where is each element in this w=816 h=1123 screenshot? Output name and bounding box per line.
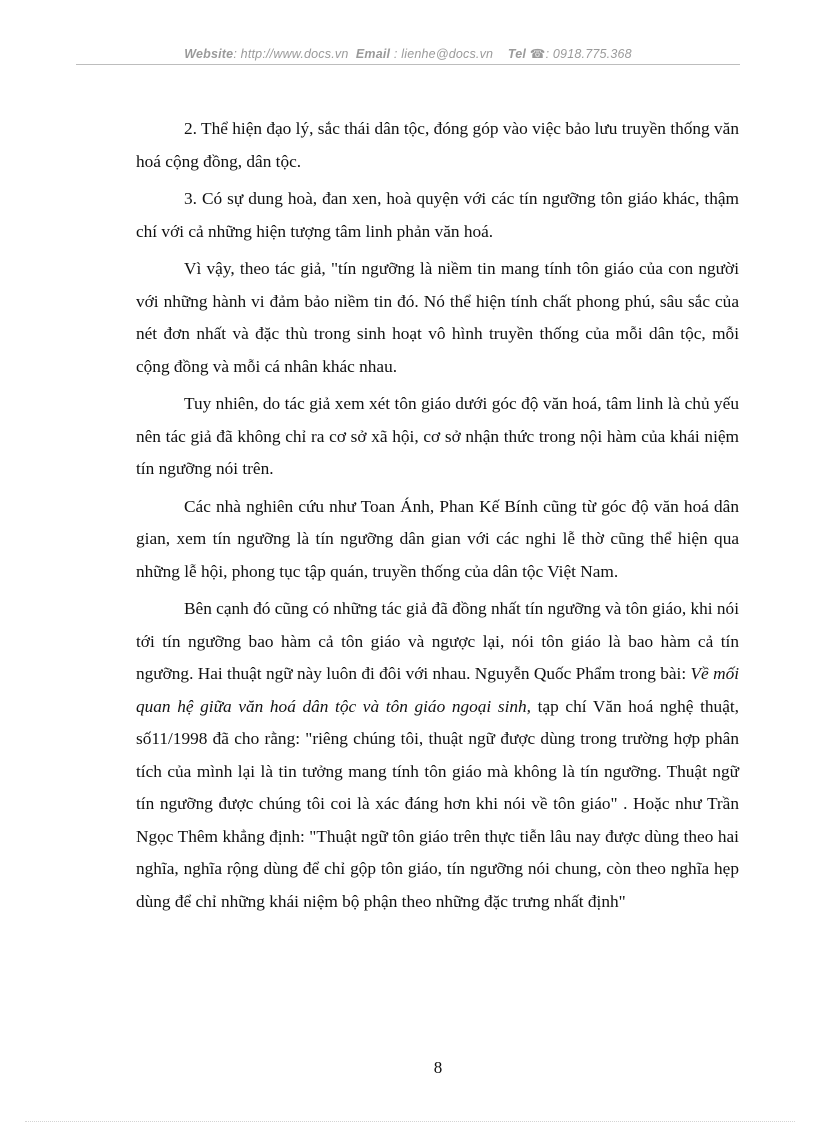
paragraph: Vì vậy, theo tác giả, "tín ngưỡng là niềm tin mang tính tôn giáo của con người với những hành vi đảm bảo niềm tin đó. Nó thể hiện tính chất phong phú, sâu sắc của nét đơn nhất và đặc thù trong sinh hoạt vô hình truyền thống của mỗi dân tộc, mỗi cộng đồng và mỗi cá nhân khác nhau. — [136, 259, 739, 376]
email-value: : lienhe@docs.vn — [393, 47, 494, 61]
website-label: Website — [184, 47, 234, 61]
website-value: : http://www.docs.vn — [233, 47, 349, 61]
paragraph-text: tạp chí Văn hoá nghệ thuật, số11/1998 đã cho rằng: "riêng chúng tôi, thuật ngữ được dùng trong trường hợp phân tích của mình lại là tin tưởng mang tính tôn giáo mà không là tín ngưỡng. Thuật ngữ tín ngưỡng được chúng tôi coi là xác đáng hơn khi nói về tôn giáo" . Hoặc như Trần Ngọc Thêm khẳng định: "Thuật ngữ tôn giáo trên thực tiễn lâu nay được dùng theo hai nghĩa, nghĩa rộng dùng để chỉ gộp tôn giáo, tín ngưỡng nói chung, còn theo nghĩa hẹp dùng để chỉ những khái niệm bộ phận theo những đặc trưng nhất định" — [136, 696, 739, 911]
email-label: Email — [355, 47, 391, 61]
paragraph: Các nhà nghiên cứu như Toan Ánh, Phan Kế Bính cũng từ góc độ văn hoá dân gian, xem tín ngưỡng là tín ngưỡng dân gian với các nghi lễ thờ cũng thể hiện qua những lễ hội, phong tục tập quán, truyền thống của dân tộc Việt Nam. — [136, 496, 739, 581]
page-header — [76, 46, 740, 61]
paragraph: 2. Thể hiện đạo lý, sắc thái dân tộc, đóng góp vào việc bảo lưu truyền thống văn hoá cộng đồng, dân tộc. — [136, 119, 739, 171]
document-body — [136, 113, 739, 923]
cited-article-title: Về mối quan hệ giữa văn hoá dân tộc và tôn giáo ngoại sinh, — [136, 664, 740, 716]
page-number: 8 — [433, 1058, 443, 1077]
paragraph-text: Bên cạnh đó cũng có những tác giả đã đồng nhất tín ngưỡng và tôn giáo, khi nói tới tín ngưỡng bao hàm cả tôn giáo và ngược lại, nói tôn giáo là bao hàm cả tín ngưỡng. Hai thuật ngữ này luôn đi đôi với nhau. Nguyễn Quốc Phẩm trong bài: — [136, 599, 739, 683]
phone-icon: ☎ — [529, 47, 546, 61]
tel-value: : 0918.775.368 — [545, 47, 632, 61]
tel-label: Tel — [507, 47, 527, 61]
header-divider — [76, 64, 740, 65]
paragraph-with-citation — [136, 593, 739, 918]
paragraph: Tuy nhiên, do tác giả xem xét tôn giáo dưới góc độ văn hoá, tâm linh là chủ yếu nên tác giả đã không chỉ ra cơ sở xã hội, cơ sở nhận thức trong nội hàm của khái niệm tín ngưỡng nói trên. — [136, 394, 739, 478]
footer-divider — [25, 1121, 795, 1122]
paragraph: 3. Có sự dung hoà, đan xen, hoà quyện với các tín ngưỡng tôn giáo khác, thậm chí với cả những hiện tượng tâm linh phản văn hoá. — [136, 189, 739, 241]
